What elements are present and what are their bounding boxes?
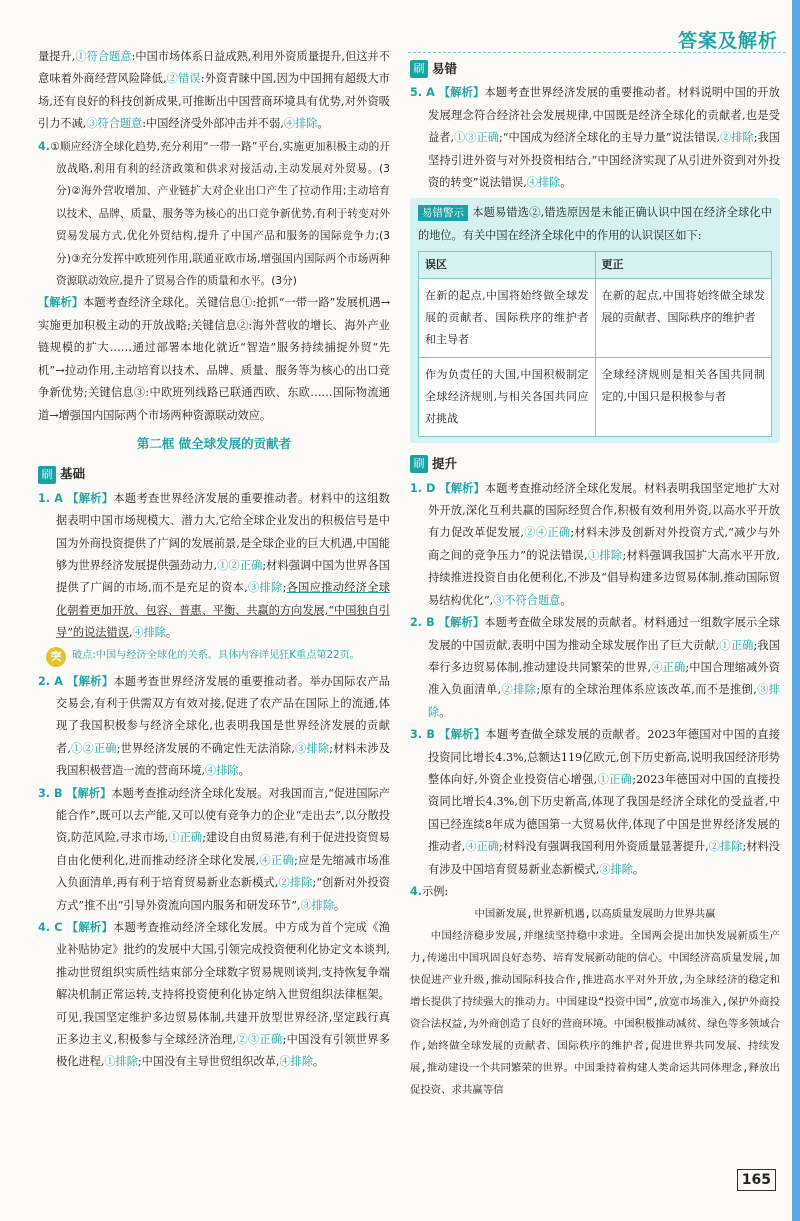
question-number: 1. bbox=[410, 481, 423, 495]
body-text: ; bbox=[282, 581, 287, 595]
question-item bbox=[410, 612, 780, 724]
page-header: 答案及解析 bbox=[677, 30, 778, 52]
question-4-analysis bbox=[38, 292, 390, 426]
brush-icon: 刷 bbox=[410, 60, 428, 78]
body-text: 本题考查做全球发展的贡献者。2023年德国对中国的直接投资同比增长4.3%,总额达119亿欧元,创下历史新高,说明我国经济形势整体向好,外资企业投资信心增强, bbox=[428, 728, 780, 786]
body-text: 本题考查世界经济发展的重要推动者。举办国际农产品交易会,有利于供需双方有效对接,促进了农产品在国际上的流通,体现了我国积极参与经济全球化,也表明我国是世界经济发展的贡献者, bbox=[56, 674, 390, 755]
judgement-text: ③不符合题意 bbox=[493, 593, 561, 607]
essay-title: 中国新发展,世界新机遇,以高质量发展助力世界共赢 bbox=[474, 908, 716, 921]
body-text: 。 bbox=[560, 593, 572, 607]
analysis-tag: 【解析】 bbox=[67, 491, 114, 505]
body-text: 。 bbox=[632, 862, 645, 876]
judgement-text: ④排除 bbox=[279, 1055, 314, 1069]
judgement-text: ①符合题意 bbox=[75, 50, 132, 63]
judgement-text: ④正确 bbox=[465, 840, 500, 854]
body-text: 量提升, bbox=[38, 50, 76, 63]
body-text: 本题考查推动经济全球化发展。中方成为首个完成《渔业补贴协定》批约的发展中大国,引领完成投资便利化协定文本谈判,推动世贸组织实质性结束部分全球数字贸易规则谈判,支持恢复争端解决机制正常运转,支持将投资便利化协定纳入世贸组织法律框架。可见,我国坚定维护多边贸易体制,共建开放型世界经济,坚定践行真正多边主义,积极参与全球经济治理, bbox=[56, 921, 390, 1047]
body-text: ;中国没有引领世界多极化进程, bbox=[56, 1033, 390, 1069]
answer-letter: A bbox=[422, 86, 439, 100]
judgement-text: ③排除 bbox=[247, 581, 283, 595]
warning-label: 易错警示 bbox=[418, 205, 468, 221]
judgement-text: ②错误 bbox=[166, 72, 201, 86]
answer-letter: D bbox=[422, 481, 440, 495]
answer-letter: C bbox=[50, 921, 67, 935]
body-text: ;世界经济发展的不确定性无法消除, bbox=[116, 741, 295, 755]
judgement-text: ③排除 bbox=[599, 862, 633, 876]
judgement-text: ①正确 bbox=[719, 638, 754, 652]
badge-basic bbox=[38, 463, 85, 485]
question-number: 1. bbox=[38, 491, 51, 505]
body-text: ;我国奉行多边贸易体制,推动建设共同繁荣的世界, bbox=[428, 638, 780, 674]
body-text: ;我国坚持引进外资与对外投资相结合,“中国经济实现了从引进外资到对外投资的转变”说法错误, bbox=[428, 131, 780, 190]
judgement-text: ②排除 bbox=[278, 876, 313, 890]
question-number: 2. bbox=[38, 674, 51, 688]
judgement-text: ③排除 bbox=[428, 683, 780, 719]
badge-improve bbox=[410, 453, 457, 475]
table-cell: 在新的起点,中国将始终做全球发展的贡献者、国际秩序的维护者和主导者 bbox=[419, 279, 596, 358]
body-text: 。 bbox=[238, 764, 250, 778]
judgement-text: ①排除 bbox=[587, 548, 623, 562]
body-text: 本题考查世界经济发展的重要推动者。材料说明中国的开放发展理念符合经济社会发展规律,中国既是经济全球化的贡献者,也是受益者, bbox=[428, 86, 780, 145]
basic-questions-2 bbox=[38, 671, 390, 1074]
brush-icon: 刷 bbox=[38, 466, 56, 484]
judgement-text: ③排除 bbox=[294, 741, 330, 755]
body-text: 本题考查做全球发展的贡献者。材料通过一组数字展示全球发展的中国贡献,表明中国为推动全球发展作出了巨大贡献, bbox=[428, 616, 780, 652]
judgement-text: ②排除 bbox=[720, 131, 754, 145]
body-text: ;中国没有主导世贸组织改革, bbox=[137, 1055, 280, 1069]
body-text: 。 bbox=[334, 898, 346, 912]
analysis-tag: 【解析】 bbox=[67, 674, 114, 688]
question-item bbox=[38, 783, 390, 917]
table-row bbox=[419, 279, 772, 358]
judgement-text: ③符合题意 bbox=[86, 117, 143, 131]
section-title: 第二框 做全球发展的贡献者 bbox=[136, 435, 292, 451]
question-item bbox=[38, 917, 390, 1074]
error-warning-box bbox=[410, 198, 780, 443]
badge-error-prone bbox=[410, 58, 457, 80]
question-item bbox=[410, 478, 780, 612]
judgement-text: ①正确 bbox=[597, 772, 633, 786]
body-text: ;材料强调中国为世界各国提供了广阔的市场,而不是充足的资本, bbox=[56, 558, 390, 595]
body-text: , bbox=[128, 626, 133, 640]
body-text: 。 bbox=[560, 176, 572, 190]
question-number: 2. bbox=[410, 616, 423, 630]
judgement-text: ④排除 bbox=[132, 626, 166, 640]
body-text: ;2023年德国对中国的直接投资同比增长4.3%,创下历史新高,体现了我国是经济全球化的受益者,中国已经连续8年成为德国第一大贸易伙伴,体现了中国是世界经济发展的推动者, bbox=[428, 772, 780, 854]
header-divider bbox=[408, 52, 786, 53]
judgement-text: ③排除 bbox=[300, 898, 335, 912]
analysis-tag: 【解析】 bbox=[38, 296, 84, 310]
judgement-text: ④正确 bbox=[259, 853, 295, 867]
body-text: ;“中国成为经济全球化的主导力量”说法错误, bbox=[499, 131, 721, 145]
table-cell: 作为负责任的大国,中国积极制定全球经济规则,与相关各国共同应对挑战 bbox=[419, 358, 596, 437]
badge-label: 基础 bbox=[60, 466, 86, 482]
answer-letter: B bbox=[50, 786, 67, 800]
essay-body: 中国经济稳步发展,并继续坚持稳中求进。全国两会提出加快发展新质生产力,传递出中国巩固良好态势、培育发展新动能的信心。中国经济高质量发展,加快促进产业升级,推动国际科技合作,推进高水平对外开放,为全球经济的稳定和增长提供了持续强大的推动力。中国建设“投资中国”,放宽市场准入,保护外商投资合法权益,为外商创造了良好的营商环境。中国积极推动减贫、绿色等多领域合作,始终做全球发展的贡献者、国际秩序的维护者,促进世界共同发展、持续发展,推动建设一个共同繁荣的世界。中国秉持着构建人类命运共同体理念,释放出促投资、求共赢等信 bbox=[410, 930, 780, 1097]
answer-letter: A bbox=[50, 674, 68, 688]
body-text: :外资青睐中国,因为中国拥有超级大市场,还有良好的科技创新成果,可推断出中国营商环境具有优势,对外资吸引力不减, bbox=[38, 72, 390, 131]
brush-icon: 刷 bbox=[410, 455, 428, 473]
body-text: ;材料没有强调我国利用外资质量显著提升, bbox=[499, 840, 709, 854]
body-text: ;应是先缩减市场准入负面清单,再有利于培育贸易新业态新模式, bbox=[56, 853, 390, 890]
body-text: 本题考查推动经济全球化发展。材料表明我国坚定地扩大对外开放,深化互利共赢的国际经贸合作,积极有效利用外资,以高水平开放有力促改革促发展, bbox=[428, 481, 780, 540]
page-number: 165 bbox=[737, 1169, 776, 1191]
answer-letter: B bbox=[422, 616, 439, 630]
body-text: 本题考查世界经济发展的重要推动者。材料中的这组数据表明中国市场规模大、潜力大,它给全球企业发出的积极信号是中国为外商投资提供了广阔的发展前景,是全球企业的巨大机遇,中国能够为世界经济发展提供强劲动力, bbox=[56, 491, 390, 572]
body-text: ;原有的全球治理体系应该改革,而不是推倒, bbox=[536, 683, 757, 697]
analysis-tag: 【解析】 bbox=[439, 481, 485, 495]
badge-label: 易错 bbox=[432, 61, 458, 76]
judgement-text: ②④正确 bbox=[523, 526, 571, 540]
answer-letter: B bbox=[422, 728, 440, 742]
question-number: 3. bbox=[38, 786, 51, 800]
analysis-tag: 【解析】 bbox=[438, 616, 485, 630]
answer-text: ①顺应经济全球化趋势,充分利用“一带一路”平台,实施更加积极主动的开放战略,利用有利的经济政策和供求对接活动,主动发展对外贸易。(3分)②海外营收增加、产业链扩大对企业出口产生了拉动作用;主动培育以技术、品牌、质量、服务等为核心的出口竞争新优势,有利于转变对外贸易发展方式,优化外贸结构,提升了中国产品和服务的国际竞争力;(3分)③充分发挥中欧班列作用,联通亚欧市场,增强国内国际两个市场两种资源联动效应,提升了贸易合作的质量和水平。(3分) bbox=[50, 140, 390, 288]
warning-text: 本题易错选②,错选原因是未能正确认识中国在经济全球化中的地位。有关中国在经济全球化中的作用的认识误区如下: bbox=[418, 206, 772, 242]
left-column bbox=[38, 46, 390, 1074]
improve-questions bbox=[410, 478, 780, 881]
body-text: 。 bbox=[439, 705, 451, 719]
body-text: ;材料没有涉及中国培育贸易新业态新模式, bbox=[428, 840, 780, 876]
judgement-text: ④排除 bbox=[283, 117, 318, 131]
table-header: 误区 bbox=[419, 252, 596, 279]
body-text: ;建设自由贸易港,有利于促进投资贸易自由化便利化,进而推动经济全球化发展, bbox=[56, 831, 390, 867]
judgement-text: ④排除 bbox=[205, 764, 239, 778]
body-text: 本题考查推动经济全球化发展。对我国而言,“促进国际产能合作”,既可以去产能,又可以使有竞争力的企业“走出去”,以分散投资,防范风险,寻求市场, bbox=[56, 786, 390, 845]
intro-paragraph bbox=[38, 46, 390, 136]
analysis-tag: 【解析】 bbox=[438, 86, 485, 100]
question-item bbox=[410, 724, 780, 881]
underlined-text: 各国应推动经济全球化朝着更加开放、包容、普惠、平衡、共赢的方向发展,“中国独自引导”的说法错误 bbox=[56, 581, 390, 640]
question-4-answer bbox=[38, 136, 390, 293]
table-cell: 在新的起点,中国将始终做全球发展的贡献者、国际秩序的维护者 bbox=[595, 279, 772, 358]
body-text: ;材料未涉及我国积极营造一流的营商环境, bbox=[56, 741, 390, 778]
judgement-text: ②排除 bbox=[708, 840, 743, 854]
judgement-text: ②③正确 bbox=[236, 1033, 283, 1047]
misconception-table bbox=[418, 251, 772, 437]
edge-stripe bbox=[792, 0, 800, 1221]
table-header: 更正 bbox=[595, 252, 772, 279]
question-5 bbox=[410, 82, 780, 194]
question-4-sample bbox=[410, 881, 780, 903]
breakthrough-icon: 突 bbox=[46, 647, 66, 667]
body-text: ;中国合理缩减外资准入负面清单, bbox=[428, 660, 780, 697]
question-number: 4. bbox=[38, 139, 51, 153]
question-number: 4. bbox=[410, 884, 423, 898]
judgement-text: ①正确 bbox=[168, 831, 203, 845]
sample-essay bbox=[410, 903, 780, 1101]
note-text: 破点:中国与经济全球化的关系。具体内容详见狂K重点第22页。 bbox=[72, 649, 360, 661]
body-text: 。 bbox=[313, 1055, 325, 1069]
question-item bbox=[38, 671, 390, 783]
body-text: :中国市场体系日益成熟,利用外资质量提升,但这并不意味着外商经营风险降低, bbox=[38, 50, 390, 86]
judgement-text: ①②正确 bbox=[217, 558, 263, 572]
table-cell: 全球经济规则是相关各国共同制定的,中国只是积极参与者 bbox=[595, 358, 772, 437]
judgement-text: ④正确 bbox=[651, 660, 686, 674]
judgement-text: ②排除 bbox=[501, 683, 537, 697]
sample-label: 示例: bbox=[422, 884, 449, 898]
judgement-text: ①②正确 bbox=[70, 741, 117, 755]
answer-letter: A bbox=[50, 491, 68, 505]
body-text: ;“创新对外投资方式”推不出“引导外资流向国内服务和研发环节”, bbox=[56, 876, 390, 912]
analysis-tag: 【解析】 bbox=[66, 786, 112, 800]
breakthrough-note bbox=[46, 647, 390, 667]
question-number: 4. bbox=[38, 921, 51, 935]
question-number: 3. bbox=[410, 728, 423, 742]
analysis-tag: 【解析】 bbox=[439, 728, 486, 742]
table-row bbox=[419, 358, 772, 437]
judgement-text: ④排除 bbox=[526, 176, 561, 190]
body-text: ;材料未涉及创新对外投资方式,“减少与外商之间的竞争压力”的说法错误, bbox=[428, 526, 780, 562]
analysis-text: 本题考查经济全球化。关键信息①:抢抓“一带一路”发展机遇→实施更加积极主动的开放战略;关键信息②:海外营收的增长、海外产业链规模的扩大……通过部署本地化就近“智造”服务持续捕捉外贸“先机”→拉动作用,主动培育以技术、品牌、质量、服务等为核心的出口竞争新优势;关键信息③:中欧班列线路已联通西欧、东欧……国际物流通道→增强国内国际两个市场两种资源联动效应。 bbox=[38, 296, 390, 422]
body-text: 。 bbox=[317, 117, 329, 131]
basic-questions bbox=[38, 488, 390, 645]
analysis-tag: 【解析】 bbox=[66, 921, 114, 935]
question-number: 5. bbox=[410, 86, 423, 100]
body-text: :中国经济受外部冲击并不弱, bbox=[142, 117, 284, 131]
judgement-text: ①排除 bbox=[104, 1055, 138, 1069]
right-column bbox=[410, 54, 780, 1101]
question-item bbox=[38, 488, 390, 645]
badge-label: 提升 bbox=[432, 456, 458, 472]
body-text: 。 bbox=[166, 626, 178, 640]
body-text: ;材料强调我国扩大高水平开放,持续推进投资自由化便利化,不涉及“倡导构建多边贸易体制,推动国际贸易结构优化”, bbox=[428, 548, 780, 607]
judgement-text: ①③正确 bbox=[454, 131, 499, 145]
